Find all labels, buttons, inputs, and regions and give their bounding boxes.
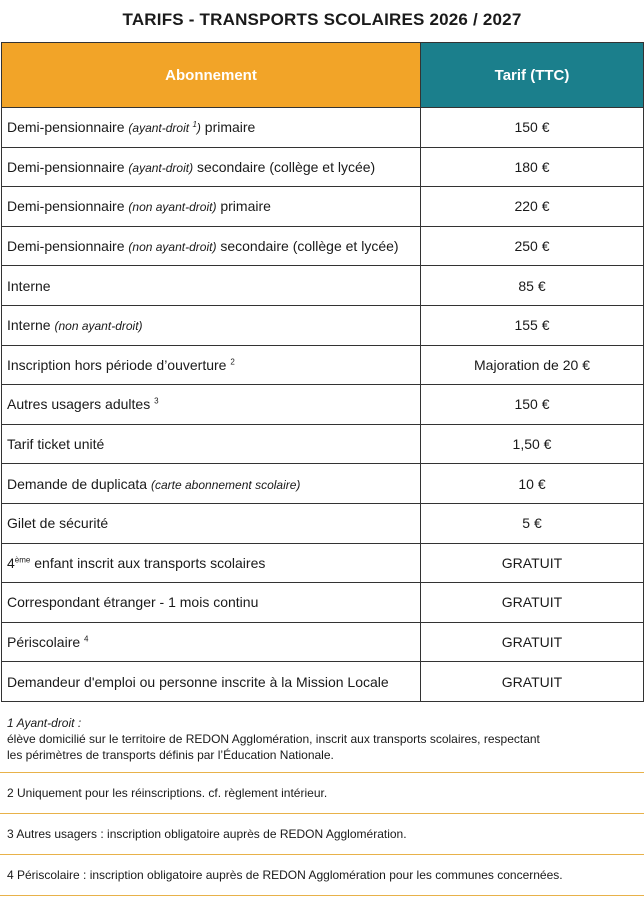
subscription-label: [2, 543, 421, 583]
subscription-label: [2, 503, 421, 543]
label-main: Demandeur d'emploi ou personne inscrite à la Mission Locale: [7, 673, 389, 690]
label-main: 4: [7, 554, 15, 571]
table-header-row: [2, 43, 644, 108]
label-main: Demi-pensionnaire: [7, 238, 129, 255]
subscription-label: [2, 424, 421, 464]
table-row: [2, 108, 644, 148]
footnotes: [0, 712, 644, 896]
price-cell: 85 €: [421, 266, 644, 306]
price-cell: Majoration de 20 €: [421, 345, 644, 385]
label-italic: (carte abonnement scolaire): [151, 477, 301, 492]
table-row: [2, 345, 644, 385]
label-italic: (ayant-droit $^1$): [128, 120, 201, 136]
subscription-label: [2, 305, 421, 345]
label-main: Interne: [7, 317, 55, 334]
label-italic: (non ayant-droit): [128, 200, 217, 215]
label-after: enfant inscrit aux transports scolaires: [30, 554, 266, 571]
price-cell: 10 €: [421, 464, 644, 504]
page-title: TARIFS - TRANSPORTS SCOLAIRES 2026 / 2027: [122, 10, 522, 29]
price-cell: 150 €: [421, 108, 644, 148]
label-after: primaire: [200, 119, 256, 136]
price-cell: GRATUIT: [421, 622, 644, 662]
subscription-label: [2, 345, 421, 385]
price-cell: GRATUIT: [421, 583, 644, 623]
subscription-label: [2, 266, 421, 306]
footnote-1: [0, 712, 644, 772]
table-row: [2, 662, 644, 702]
label-italic: (non ayant-droit): [54, 319, 143, 334]
price-cell: 220 €: [421, 187, 644, 227]
tarifs-table: [1, 42, 644, 702]
price-cell: 180 €: [421, 147, 644, 187]
table-row: [2, 385, 644, 425]
table-row: [2, 622, 644, 662]
footnote-4: 4 Périscolaire : inscription obligatoire auprès de REDON Agglomération pour les communes concernées.: [0, 854, 644, 896]
label-main: Inscription hors période d’ouverture: [7, 356, 231, 373]
footnote-3: 3 Autres usagers : inscription obligatoire auprès de REDON Agglomération.: [0, 813, 644, 854]
subscription-label: [2, 464, 421, 504]
footnote-2: 2 Uniquement pour les réinscriptions. cf. règlement intérieur.: [0, 772, 644, 813]
label-italic: (ayant-droit): [128, 160, 194, 175]
footnote-ref: 4: [84, 634, 89, 644]
subscription-label: [2, 147, 421, 187]
label-main: Demande de duplicata: [7, 475, 151, 492]
price-cell: 250 €: [421, 226, 644, 266]
header-tarif: Tarif (TTC): [421, 43, 644, 108]
table-row: [2, 424, 644, 464]
footnote-ref: 2: [230, 357, 235, 367]
subscription-label: [2, 662, 421, 702]
price-cell: 155 €: [421, 305, 644, 345]
footnote-1-title: 1 Ayant-droit :: [7, 716, 82, 730]
ordinal-suffix: ème: [14, 555, 31, 565]
label-after: primaire: [216, 198, 271, 215]
subscription-label: [2, 108, 421, 148]
label-main: Périscolaire: [7, 634, 85, 651]
price-cell: 5 €: [421, 503, 644, 543]
table-row: [2, 543, 644, 583]
footnote-1-line-2: les périmètres de transports définis par l’Éducation Nationale.: [7, 748, 334, 762]
table-row: [2, 266, 644, 306]
price-cell: 150 €: [421, 385, 644, 425]
price-cell: GRATUIT: [421, 662, 644, 702]
label-main: Demi-pensionnaire: [7, 119, 129, 136]
label-italic: (non ayant-droit): [128, 240, 217, 255]
subscription-label: [2, 187, 421, 227]
label-after: secondaire (collège et lycée): [216, 238, 399, 255]
label-main: Tarif ticket unité: [7, 436, 105, 453]
price-cell: GRATUIT: [421, 543, 644, 583]
label-main: Interne: [7, 277, 51, 294]
price-cell: 1,50 €: [421, 424, 644, 464]
footnote-1-line-1: élève domicilié sur le territoire de REDON Agglomération, inscrit aux transports scolaires, respectant: [7, 732, 540, 746]
label-main: Demi-pensionnaire: [7, 158, 129, 175]
subscription-label: [2, 385, 421, 425]
table-row: [2, 464, 644, 504]
table-row: [2, 226, 644, 266]
tarifs-body: [2, 108, 644, 702]
table-row: [2, 305, 644, 345]
subscription-label: [2, 583, 421, 623]
table-row: [2, 187, 644, 227]
footnote-ref: 3: [154, 396, 159, 406]
header-abonnement: Abonnement: [2, 43, 421, 108]
label-main: Demi-pensionnaire: [7, 198, 129, 215]
label-after: secondaire (collège et lycée): [193, 158, 376, 175]
subscription-label: [2, 226, 421, 266]
label-main: Gilet de sécurité: [7, 515, 109, 532]
label-main: Autres usagers adultes: [7, 396, 155, 413]
table-row: [2, 147, 644, 187]
label-main: Correspondant étranger - 1 mois continu: [7, 594, 259, 611]
table-row: [2, 503, 644, 543]
table-row: [2, 583, 644, 623]
subscription-label: [2, 622, 421, 662]
